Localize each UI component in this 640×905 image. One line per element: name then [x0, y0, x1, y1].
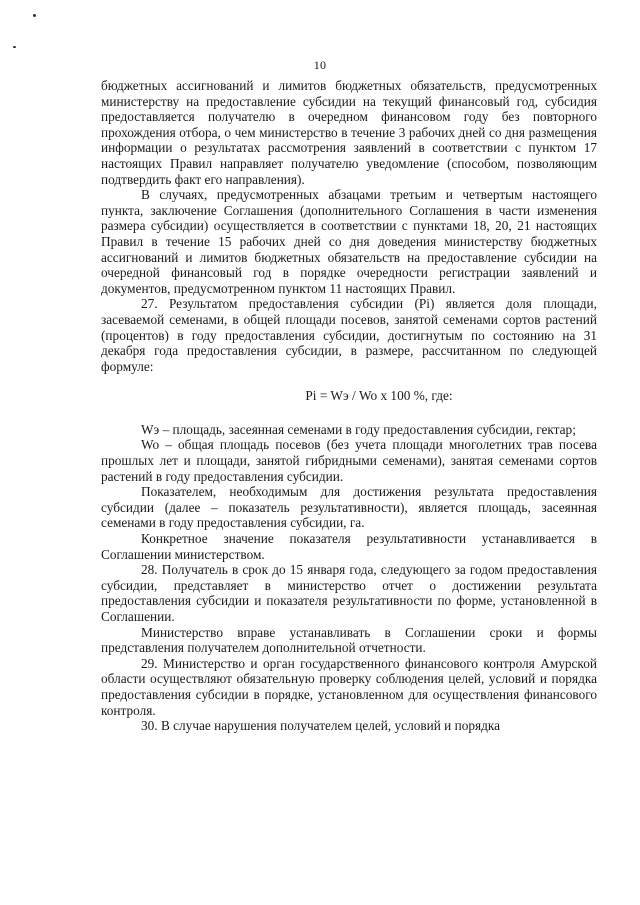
- paragraph-additional-reporting: Министерство вправе устанавливать в Соглашении сроки и формы представления получателем дополнительной отчетности.: [101, 624, 597, 656]
- scan-speck-left: [13, 46, 16, 48]
- formula: Pi = Wэ / Wo x 100 %, где:: [305, 388, 453, 404]
- scan-speck-top: [33, 14, 36, 17]
- page-number: 10: [313, 58, 327, 72]
- paragraph-indicator: Показателем, необходимым для достижения результата предоставления субсидии (далее – показатель результативности), является площадь, засеянная семенами в году предоставления субсидии, га.: [101, 484, 597, 531]
- paragraph-28-report: 28. Получатель в срок до 15 января года, следующего за годом предоставления субсидии, представляет в министерство отчет о достижении результата предоставления субсидии и показателя результативности по форме, установленной в Соглашении.: [101, 562, 597, 624]
- paragraph-27-result: 27. Результатом предоставления субсидии (Pi) является доля площади, засеваемой семенами, в общей площади посевов, занятой семенами сортов растений (процентов) в году предоставления субсидии, достигнутым по состоянию на 31 декабря года предоставления субсидии, в размере, рассчитанном по следующей формуле:: [101, 296, 597, 374]
- document-body: [101, 78, 597, 734]
- paragraph-continuation: бюджетных ассигнований и лимитов бюджетных обязательств, предусмотренных министерству на предоставление субсидии на текущий финансовый год, субсидия предоставляется получателю в очередном финансовом году без повторного прохождения отбора, о чем министерство в течение 3 рабочих дней со дня размещения информации о результатах рассмотрения заявлений в соответствии с пунктом 17 настоящих Правил направляет получателю уведомление (способом, позволяющим подтвердить факт его направления).: [101, 78, 597, 187]
- paragraph-we-definition: Wэ – площадь, засеянная семенами в году предоставления субсидии, гектар;: [141, 421, 576, 437]
- paragraph-wo-definition: Wo – общая площадь посевов (без учета площади многолетних трав посева прошлых лет и площади, занятой гибридными семенами), занятая семенами сортов растений в году предоставления субсидии.: [101, 437, 597, 484]
- paragraph-indicator-value: Конкретное значение показателя результативности устанавливается в Соглашении министерством.: [101, 531, 597, 562]
- paragraph-agreement-conclusion: В случаях, предусмотренных абзацами третьим и четвертым настоящего пункта, заключение Соглашения (дополнительного Соглашения в части изменения размера субсидии) осуществляется в соответствии с пунктами 18, 20, 21 настоящих Правил в течение 15 рабочих дней со дня доведения министерству бюджетных ассигнований и лимитов бюджетных обязательств на предоставление субсидии на очередной финансовый год в порядке очередности регистрации заявлений и документов, предусмотренном пунктом 11 настоящих Правил.: [101, 187, 597, 296]
- paragraph-30-violation: 30. В случае нарушения получателем целей, условий и порядка: [141, 718, 501, 734]
- paragraph-29-control: 29. Министерство и орган государственного финансового контроля Амурской области осуществляют обязательную проверку соблюдения целей, условий и порядка предоставления субсидии в порядке, установленном для осуществления финансового контроля.: [101, 655, 597, 718]
